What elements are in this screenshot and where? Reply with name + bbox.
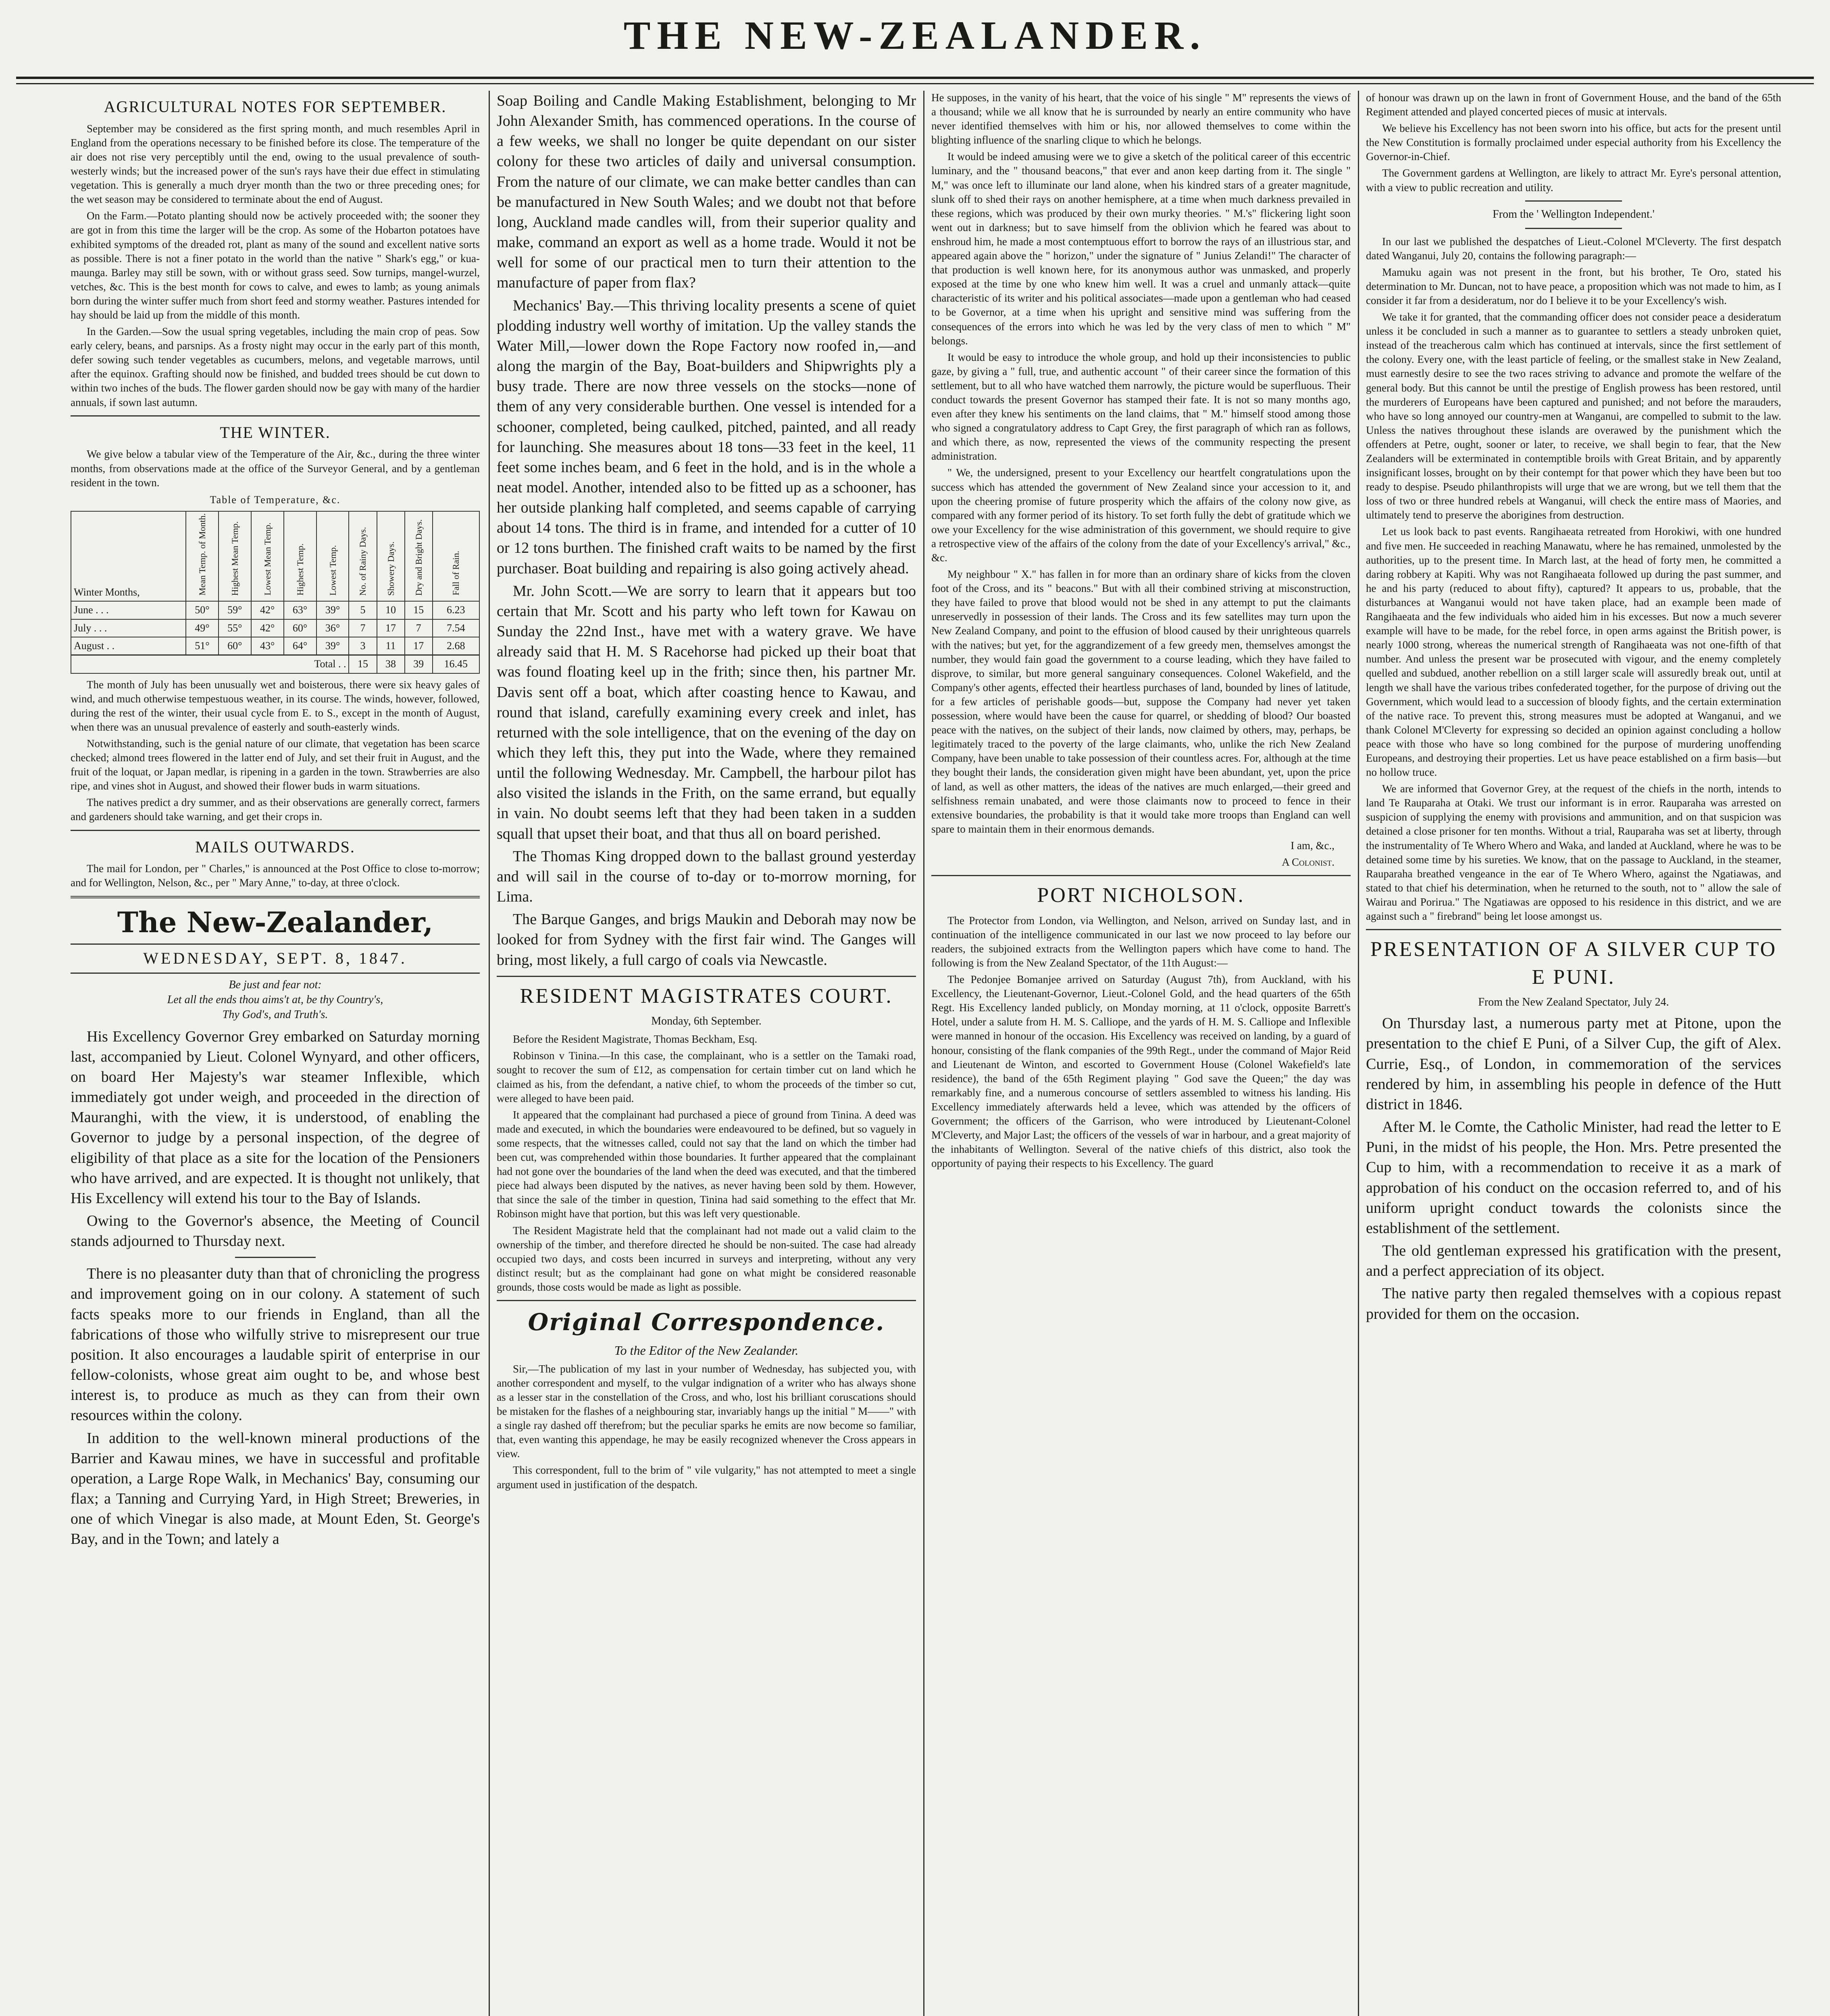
short-rule xyxy=(235,1257,316,1258)
table-cell: 2.68 xyxy=(433,637,479,655)
table-cell: 60° xyxy=(219,637,251,655)
motto-line: Thy God's, and Truth's. xyxy=(222,1008,328,1021)
article-paragraph: It would be indeed amusing were we to give a sketch of the political career of this eccentric luminary, and the " thousand beacons," that ever and anon keep darting from it. The single " M," was once left to illuminate our land alone, when his kindred stars of a greater magnitude, slunk off to shed their rays on another hemisphere, at a time when much darkness prevailed in these regions, which was produced by their own murky theories. " M.'s" flickering light soon went out in darkness; but to save himself from the oblivion which he feared was about to enshroud him, he made a most contemptuous effort to borrow the rays of an illustrious star, and appeared again above the " horizon," under the signature of " Junius Zelandi!" The character of that production is well known here, for its anonymous author was unmasked, and properly exposed at the time by one who knew him well. It was a cruel and unmanly attack—quite characteristic of its writer and his political associates—made upon a gentleman who had ceased to be Governor, at a time when his upright and sensitive mind was suffering from the consequences of the errors into which he was led by the very class of men to which " M" belongs. xyxy=(931,150,1351,347)
table-cell: 16.45 xyxy=(433,655,479,673)
motto-line: Let all the ends thou aims't at, be thy Country's, xyxy=(167,993,383,1006)
article-paragraph: September may be considered as the first spring month, and much resembles April in England from the operations necessary to be finished before its close. The temperature of the air does not rise very perceptibly until the end, owing to the usual prevalence of south-westerly winds; but the increased power of the sun's rays have their due effect in stimulating vegetation. This is generally a much dryer month than the two or three preceding ones; for the wet season may be considered to terminate about the end of August. xyxy=(71,122,480,206)
table-cell: 10 xyxy=(377,601,405,619)
article-paragraph: Notwithstanding, such is the genial nature of our climate, that vegetation has been scarce checked; almond trees flowered in the latter end of July, and set their fruit in August, and the fruit of the loquat, or Japan medlar, is ripening in a garden in the town. Strawberries are also ripe, and vines shot in August, and showed their flower buds in warm situations. xyxy=(71,737,480,792)
presentation-heading: PRESENTATION OF A SILVER CUP TO E PUNI. xyxy=(1370,938,1777,989)
article-paragraph: On Thursday last, a numerous party met at Pitone, upon the presentation to the chief E Puni, of a Silver Cup, the gift of Alex. Currie, Esq., of London, in commemoration of the services rendered by him, in assembling his people in defence of the Hutt district in 1846. xyxy=(1366,1015,1781,1113)
table-cell: 11 xyxy=(377,637,405,655)
section-rule xyxy=(1366,929,1781,930)
table-cell: 7 xyxy=(405,619,433,637)
table-header-cell: Lowest Mean Temp. xyxy=(251,511,284,601)
column-2 xyxy=(497,91,916,2016)
article-paragraph: Mr. John Scott.—We are sorry to learn that it appears but too certain that Mr. Scott and his party who left town for Kawau on Sunday the 22nd Inst., have met with a watery grave. We have already said that H. M. S Racehorse had picked up their boat that was found floating keel up in the frith; since then, his partner Mr. Davis sent off a boat, which after coasting hence to Kawau, and round that island, carefully examining every creek and inlet, has returned with the sole intelligence, that on the evening of the day on which they left this, they put into the Wade, where they remained until the following Wednesday. Mr. Campbell, the harbour pilot has also visited the islands in the Frith, on the same errand, but equally in vain. No doubt seems left that they had been taken in a sudden squall that upset their boat, and that thus all on board perished. xyxy=(497,582,916,842)
table-header-cell: Lowest Temp. xyxy=(316,511,349,601)
article-paragraph: of honour was drawn up on the lawn in front of Government House, and the band of the 65th Regiment attended and played concerted pieces of music at intervals. xyxy=(1366,92,1781,118)
table-cell: 39° xyxy=(316,637,349,655)
table-cell: 15 xyxy=(405,601,433,619)
source-credit: From the ' Wellington Independent.' xyxy=(1493,208,1655,221)
table-cell: 3 xyxy=(349,637,377,655)
table-cell: 50° xyxy=(186,601,219,619)
article-paragraph: In the Garden.—Sow the usual spring vegetables, including the main crop of peas. Sow early celery, beans, and parsnips. As a frosty night may occur in the early part of this month, defer sowing such tender vegetables as cucumbers, melons, and vegetable marrows, until after the equinox. Grafting should now be finished, and budded trees should be cut down to within two inches of the buds. The flower garden should now be gay with many of the hardier annuals, if sown last autumn. xyxy=(71,325,480,408)
table-header-cell: No. of Rainy Days. xyxy=(349,511,377,601)
article-paragraph: The Protector from London, via Wellington, and Nelson, arrived on Sunday last, and in continuation of the intelligence communicated in our last we now proceed to lay before our readers, the subjoined extracts from the Wellington papers which have come to hand. The following is from the New Zealand Spectator, of the 11th August:— xyxy=(931,914,1351,969)
article-paragraph: The Resident Magistrate held that the complainant had not made out a valid claim to the ownership of the timber, and therefore directed he should be non-suited. The case had already occupied two days, and costs been incurred in surveys and interpreting, without any very distinct result; but as the complainant had gone on what might be considered reasonable grounds, those costs would be made as light as possible. xyxy=(497,1224,916,1293)
table-row xyxy=(71,601,479,619)
article-paragraph: It appeared that the complainant had purchased a piece of ground from Tinina. A deed was made and executed, in which the boundaries were endeavoured to be defined, but so vaguely in some respects, that the witnesses called, could not say that the land on which the timber had been cut, was comprehended within those boundaries. It further appeared that the complainant had not gone over the boundaries of the land when the deed was executed, and that the timbered piece had always been disputed by the natives, as never having been sold by them. However, that since the sale of the timber in question, Tinina had said something to the effect that Mr. Robinson might have that portion, but this was left very questionable. xyxy=(497,1108,916,1220)
section-rule xyxy=(497,976,916,977)
table-cell: 64° xyxy=(284,637,316,655)
section-rule xyxy=(71,830,480,831)
table-cell: 59° xyxy=(219,601,251,619)
table-cell: June . . . xyxy=(71,601,186,619)
article-paragraph: Mechanics' Bay.—This thriving locality presents a scene of quiet plodding industry well worthy of imitation. Up the valley stands the Water Mill,—lower down the Rope Factory now roofed in,—and along the margin of the Bay, Boat-builders and Shipwrights ply a busy trade. There are now three vessels on the stocks—none of them of any very considerable burthen. One vessel is intended for a schooner, completed, being caulked, pitched, painted, and all ready for launching. She measures about 18 tons—33 feet in the keel, 11 feet some inches beam, and 6 feet in the hold, and is in the whole a neat model. Another, intended also to be fitted up as a schooner, has her outside planking half completed, and seems capable of carrying about 14 tons. The third is in frame, and intended for a cutter of 10 or 12 tons burthen. The finished craft waits to be named by the first purchaser. Boat building and repairing is also going actively ahead. xyxy=(497,297,916,577)
table-cell: 17 xyxy=(405,637,433,655)
table-cell: 5 xyxy=(349,601,377,619)
port-nicholson-heading: PORT NICHOLSON. xyxy=(1037,884,1245,907)
table-header-cell: Highest Temp. xyxy=(284,511,316,601)
short-rule xyxy=(1525,228,1622,229)
table-cell: 43° xyxy=(251,637,284,655)
article-paragraph: This correspondent, full to the brim of " vile vulgarity," has not attempted to meet a single argument used in justification of the despatch. xyxy=(497,1464,916,1491)
section-rule xyxy=(931,875,1351,876)
article-paragraph: The Government gardens at Wellington, are likely to attract Mr. Eyre's personal attention, with a view to public recreation and utility. xyxy=(1366,167,1781,194)
mails-heading: MAILS OUTWARDS. xyxy=(195,837,355,856)
table-cell: 49° xyxy=(186,619,219,637)
table-header-cell: Winter Months, xyxy=(71,511,186,601)
section-rule xyxy=(497,1300,916,1301)
table-cell: Total . . xyxy=(71,655,349,673)
column-4 xyxy=(1366,91,1781,2016)
correspondence-heading: Original Correspondence. xyxy=(528,1308,885,1336)
table-header-row xyxy=(71,511,479,601)
table-row xyxy=(71,637,479,655)
article-paragraph: We are informed that Governor Grey, at the request of the chiefs in the north, intends to land Te Rauparaha at Otaki. We trust our informant is in error. Rauparaha was arrested on suspicion of supplying the enemy with provisions and ammunition, and on that suspicion was detained a close prisoner for ten months. Without a trial, Rauparaha was set at liberty, through the instrumentality of Te Whero Whero and Waka, and landed at Auckland, where he was to be detained some time by his sureties. We know, that on the passage to Auckland, in the steamer, Rauparaha breathed vengeance in the ear of Te Whero Whero, against the Ngatiawas, and stated to that chief his determination, when he returned to the south, not to " allow the sale of Wairau and Porirua." The Ngatiawas are opposed to his residence in this district, and we are against such a " firebrand" being let loose amongst us. xyxy=(1366,783,1781,923)
table-total-row xyxy=(71,655,479,673)
table-cell: 42° xyxy=(251,601,284,619)
masthead-rule xyxy=(16,77,1814,84)
article-paragraph: My neighbour " X." has fallen in for more than an ordinary share of kicks from the cloven foot of the Cross, and its " beacons." But with all their combined striving at misconstruction, they have failed to prove that blood would not be shed in any attempt to put the claimants unreservedly in possession of their lands. The Cross and its few satellites may turn upon the New Zealand Company, and point to the effusion of blood caused by their unrighteous quarrels with the natives; but yet, for the aggrandizement of a few greedy men, themselves amongst the number, they would fain goad the government to a course leading, which they have failed to disprove, to similar, but more general sanguinary consequences. Colonel Wakefield, and the Company's other agents, effected their heartless purchases of land, bounded by lines of latitude, for a few articles of perishable goods—but, suppose the Company had never yet taken possession, where would have been the cause for quarrel, or shedding of blood? Our boasted peace with the natives, on the subject of their lands, now claimed by others, may, perhaps, be legitimately traced to the poverty of the large claimants, who, unlike the rich New Zealand Company, have been unable to take possession of their countless acres. For, although at the time they bought their lands, the consideration given might have been abundant, yet, upon the price of land, as well as other matters, the ideas of the natives are much enlarged,—their greed and selfishness remain unabated, and were those claimants now to proceed to fence in their extensive boundaries, the probability is that it would take more troops than England can well spare to maintain them in their enormous demands. xyxy=(931,568,1351,835)
table-cell: 17 xyxy=(377,619,405,637)
table-cell: 15 xyxy=(349,655,377,673)
source-credit: From the New Zealand Spectator, July 24. xyxy=(1478,996,1669,1009)
article-paragraph: On the Farm.—Potato planting should now be actively proceeded with; the sooner they are got in from this time the larger will be the crop. As some of the Hobarton potatoes have exhibited symptoms of the dreaded rot, plant as many of the sound and excellent native sorts as possible. There is not a finer potato in the world than the native " Shark's egg," or kua-maunga. Barley may still be sown, with or without grass seed. Sow turnips, mangel-wurzel, vetches, &c. This is the best month for cows to calve, and ewes to lamb; as young animals born during the winter suffer much from short feed and stormy weather. Pastures intended for hay should be laid up from the middle of this month. xyxy=(71,210,480,321)
editorial-paragraph: Owing to the Governor's absence, the Meeting of Council stands adjourned to Thursday next. xyxy=(71,1212,480,1250)
article-paragraph: The Barque Ganges, and brigs Maukin and Deborah may now be looked for from Sydney with the first fair wind. The Ganges will bring, most likely, a full cargo of coals via Newcastle. xyxy=(497,911,916,968)
table-cell: 39 xyxy=(405,655,433,673)
table-cell: 6.23 xyxy=(433,601,479,619)
article-paragraph: He supposes, in the vanity of his heart, that the voice of his single " M" represents the views of a thousand; while we all know that he is surrounded by nearly an entire community who have never identified themselves with him or his, nor allowed themselves to come within the blighting influence of the snarling clique to which he belongs. xyxy=(931,92,1351,146)
letter-signoff: I am, &c., xyxy=(1291,839,1335,852)
correspondence-subheading: To the Editor of the New Zealander. xyxy=(614,1343,799,1358)
editorial-paragraph: His Excellency Governor Grey embarked on Saturday morning last, accompanied by Lieut. Colonel Wynyard, and other officers, on board Her Majesty's war steamer Inflexible, which immediately got under weigh, and proceeded in the direction of Mauranghi, with the view, it is understood, of enabling the Governor to judge by a personal inspection, of the degree of eligibility of that place as a site for the location of the Pensioners who have arrived, and are expected. It is thought not unlikely, that His Excellency will extend his tour to the Bay of Islands. xyxy=(71,1028,480,1207)
column-divider xyxy=(923,91,924,2016)
table-cell: 38 xyxy=(377,655,405,673)
section-rule xyxy=(71,896,480,898)
table-header-cell: Showery Days. xyxy=(377,511,405,601)
column-divider xyxy=(489,91,490,2016)
table-cell: July . . . xyxy=(71,619,186,637)
article-paragraph: Let us look back to past events. Rangihaeata retreated from Horokiwi, with one hundred and five men. He succeeded in reaching Manawatu, where he has remained, unmolested by the authorities, up to the present time. In March last, at the head of forty men, he committed a daring robbery at Kapiti. Why was not Rangihaeata followed up during the past summer, and he and his party (reduced to about fifty), captured? It appears to us, probable, that the disturbances at Wanganui would not have taken place, had an example been made of Rangihaeata and the few individuals who aided him in his excesses. But now a much severer example will have to be made, for the rebel force, in open arms against the British power, is nearly 1000 strong, whereas the numerical strength of Rangihaeata was not one-fifth of that number. And unless the present war be prosecuted with vigour, and the enemy completely quelled and subdued, another rebellion on a still larger scale will assuredly break out, until at length we shall have the various tribes confederated together, for the purpose of driving out the Government, which would lead to a succession of bloody fights, and the certain extermination of the native race. To prevent this, strong measures must be adopted at Wanganui, and we thank Colonel M'Cleverty for expressing so decided an opinion against concluding a hollow peace with those who have so long combined for the purpose of murdering unoffending Europeans, and destroying their properties. Let us have peace established on a firm basis—but no hollow truce. xyxy=(1366,525,1781,779)
court-heading: RESIDENT MAGISTRATES COURT. xyxy=(520,984,893,1008)
table-header-cell: Dry and Bright Days. xyxy=(405,511,433,601)
article-paragraph: In our last we published the despatches of Lieut.-Colonel M'Cleverty. The first despatch dated Wanganui, July 20, contains the following paragraph:— xyxy=(1366,235,1781,262)
issue-date: WEDNESDAY, SEPT. 8, 1847. xyxy=(71,943,480,974)
court-date: Monday, 6th September. xyxy=(651,1015,762,1028)
table-cell: August . . xyxy=(71,637,186,655)
article-paragraph: " We, the undersigned, present to your Excellency our heartfelt congratulations upon the success which has attended the government of New Zealand since your accession to it, and upon the cheering promise of future prosperity which the affairs of the colony now give, as compared with any former period of its history. To set forth fully the debt of gratitude which we owe your Excellency for the wise administration of this government, we should require to give a retrospective view of the affairs of the colony from the date of your Excellency's arrival," &c., &c. xyxy=(931,467,1351,564)
article-paragraph: The Pedonjee Bomanjee arrived on Saturday (August 7th), from Auckland, with his Excellency, the Lieutenant-Governor, Lieut.-Colonel Gold, and the head quarters of the 65th Regt. His Excellency landed publicly, on Monday morning, at 11 o'clock, opposite Barrett's Hotel, under a salute from H. M. S. Calliope, and the yards of H. M. S. Calliope and Inflexible were manned in honour of the occasion. His Excellency was received on landing, by a guard of honour, consisting of the flank companies of the 99th Regt., under the command of Major Reid and Lieutenant de Winton, and escorted to Government House (Colonel Wakefield's late residence), the band of the 65th Regiment playing " God save the Queen;" the day was remarkably fine, and a numerous concourse of settlers assembled to witness his landing. His Excellency immediately afterwards held a levee, which was attended by the officers of Government; the officers of the Garrison, who were introduced by Lieutenant-Colonel M'Cleverty, and Major Last; the officers of the vessels of war in harbour, and a great majority of the inhabitants of Wellington. Several of the native chiefs of this district, also took the opportunity of paying their respects to his Excellency. The guard xyxy=(931,973,1351,1170)
article-paragraph: Soap Boiling and Candle Making Establishment, belonging to Mr John Alexander Smith, has commenced operations. In the course of a few weeks, we shall no longer be quite dependant on our sister colony for these two articles of daily and universal consumption. From the nature of our climate, we can make better candles than can be manufactured in New South Wales; and we doubt not that before long, Auckland made candles will, from their superior quality and make, command an export as well as a home trade. Would it not be well for some of our practical men to turn their attention to the manufacture of paper from flax? xyxy=(497,92,916,292)
article-paragraph: Mamuku again was not present in the front, but his brother, Te Oro, stated his determination to Mr. Duncan, not to have peace, a proposition which was not made to him, as I consider it far from a desideratum, nor do I believe it to be your Excellency's wish. xyxy=(1366,266,1781,306)
table-cell: 42° xyxy=(251,619,284,637)
article-paragraph: We take it for granted, that the commanding officer does not consider peace a desideratum unless it be concluded in such a manner as to guarantee to settlers a steady unbroken quiet, instead of the treacherous calm which has continued at intervals, since the first settlement of the colony. Every one, with the least particle of feeling, or the smallest stake in New Zealand, must earnestly desire to see the two races striving to advance and promote the welfare of the general body. But this cannot be until the prestige of English prowess has been restored, until the murderers of Europeans have been captured and punished; and not before the marauders, who have so long annoyed our country-men at Wanganui, are compelled to submit to the law. Unless the natives throughout these islands are overawed by the punishment which the offenders at Petre, ought, sooner or later, to receive, we shall begin to fear, that the New Zealanders will be exterminated in contemptible broils with Great Britain, and by apparently insignificant losses, brought on by their contempt for that power which they have been but too ready to despise. Pseudo philanthropists will urge that we are wrong, but we tell them that the loss of two or three hundred rebels at Wanganui, will check the entire mass of Maories, and ultimately tend to preserve the aborigines from destruction. xyxy=(1366,311,1781,521)
article-paragraph: The natives predict a dry summer, and as their observations are generally correct, farmers and gardeners should take warning, and get their crops in. xyxy=(71,796,480,823)
letter-signature: A Colonist. xyxy=(1282,856,1335,868)
editorial-paragraph: In addition to the well-known mineral productions of the Barrier and Kawau mines, we have in successful and profitable operation, a Large Rope Walk, in Mechanics' Bay, consuming our flax; a Tanning and Currying Yard, in High Street; Breweries, in one of which Vinegar is also made, at Mount Eden, St. George's Bay, and in the Town; and lately a xyxy=(71,1429,480,1548)
table-cell: 7 xyxy=(349,619,377,637)
editorial-paragraph: There is no pleasanter duty than that of chronicling the progress and improvement going on in our colony. A statement of such facts speaks more to our friends in England, than all the fabrications of those who wilfully strive to misrepresent our true position. It also encourages a laudable spirit of enterprise in our fellow-colonists, whose great aim ought to be, and whose best interest is, to produce as much as they can from their own resources within the colony. xyxy=(71,1265,480,1424)
article-paragraph: The Thomas King dropped down to the ballast ground yesterday and will sail in the course of to-day or to-morrow morning, for Lima. xyxy=(497,848,916,906)
motto-line: Be just and fear not: xyxy=(229,978,322,991)
agricultural-notes-heading: AGRICULTURAL NOTES FOR SEPTEMBER. xyxy=(104,98,447,116)
article-paragraph: We give below a tabular view of the Temperature of the Air, &c., during the three winter months, from observations made at the office of the Surveyor General, and by a gentleman resident in the town. xyxy=(71,448,480,489)
article-paragraph: The month of July has been unusually wet and boisterous, there were six heavy gales of wind, and much otherwise tempestuous weather, in its course. The winds, however, followed, during the rest of the winter, their usual cycle from E. to S., except in the month of August, when there was an unusual prevalence of easterly and south-easterly winds. xyxy=(71,678,480,733)
table-caption: Table of Temperature, &c. xyxy=(210,494,341,506)
column-divider xyxy=(1358,91,1359,2016)
table-cell: 7.54 xyxy=(433,619,479,637)
table-cell: 63° xyxy=(284,601,316,619)
table-cell: 36° xyxy=(316,619,349,637)
article-paragraph: Before the Resident Magistrate, Thomas Beckham, Esq. xyxy=(513,1033,758,1045)
article-paragraph: After M. le Comte, the Catholic Minister, had read the letter to E Puni, in the midst of his people, the Hon. Mrs. Petre presented the Cup to him, with a recommendation to receive it as a mark of approbation of his conduct on the occasion referred to, and of his uniform upright conduct towards the colonists since the establishment of the settlement. xyxy=(1366,1118,1781,1237)
article-paragraph: It would be easy to introduce the whole group, and hold up their inconsistencies to public gaze, by giving a " full, true, and authentic account " of their career since the formation of this settlement, but to all who have watched them narrowly, the picture would be superfluous. Their conduct towards the present Governor has stamped their fate. It is not so many months ago, even after they knew his sentiments on the land claims, that " M." himself stood among those who signed a congratulatory address to Capt Grey, the first paragraph of which ran as follows, and which there, as now, represented the views of the community respecting the present administration. xyxy=(931,351,1351,462)
short-rule xyxy=(1525,200,1622,202)
table-cell: 55° xyxy=(219,619,251,637)
article-paragraph: Robinson v Tinina.—In this case, the complainant, who is a settler on the Tamaki road, sought to recover the sum of £12, as compensation for certain timber cut on land which he claimed as his, from the defendant, a native chief, to whom the proceeds of the timber so cut, were alleged to have been paid. xyxy=(497,1050,916,1104)
editorial-nameplate: The New-Zealander, xyxy=(117,905,433,939)
table-row xyxy=(71,619,479,637)
article-paragraph: We believe his Excellency has not been sworn into his office, but acts for the present until the New Constitution is formally proclaimed under especial authority from his Excellency the Governor-in-Chief. xyxy=(1366,122,1781,163)
table-cell: 39° xyxy=(316,601,349,619)
temperature-table xyxy=(71,511,480,674)
column-3 xyxy=(931,91,1351,2016)
article-paragraph: Sir,—The publication of my last in your number of Wednesday, has subjected you, with another correspondent and myself, to the vulgar indignation of a writer who has always shone as a lesser star in the constellation of the Cross, and who, lost his brilliant coruscations should be mistaken for the flashes of a neighbouring star, invariably hangs up the initial " M——" with a single ray dashed off therefrom; but the peculiar sparks he emits are now become so familiar, that, even wanting this appendage, he may be easily recognized whenever the Cross appears in view. xyxy=(497,1362,916,1460)
table-cell: 60° xyxy=(284,619,316,637)
article-paragraph: The native party then regaled themselves with a copious repast provided for them on the occasion. xyxy=(1366,1285,1781,1322)
table-header-cell: Mean Temp. of Month. xyxy=(186,511,219,601)
table-header-cell: Fall of Rain. xyxy=(433,511,479,601)
winter-heading: THE WINTER. xyxy=(220,423,331,442)
column-1 xyxy=(71,91,480,2016)
section-rule xyxy=(71,415,480,417)
table-header-cell: Highest Mean Temp. xyxy=(219,511,251,601)
masthead: THE NEW-ZEALANDER. xyxy=(623,13,1207,58)
table-cell: 51° xyxy=(186,637,219,655)
article-paragraph: The mail for London, per " Charles," is announced at the Post Office to close to-morrow; and for Wellington, Nelson, &c., per " Mary Anne," to-day, at three o'clock. xyxy=(71,862,480,889)
article-paragraph: The old gentleman expressed his gratification with the present, and a perfect appreciation of its object. xyxy=(1366,1242,1781,1280)
